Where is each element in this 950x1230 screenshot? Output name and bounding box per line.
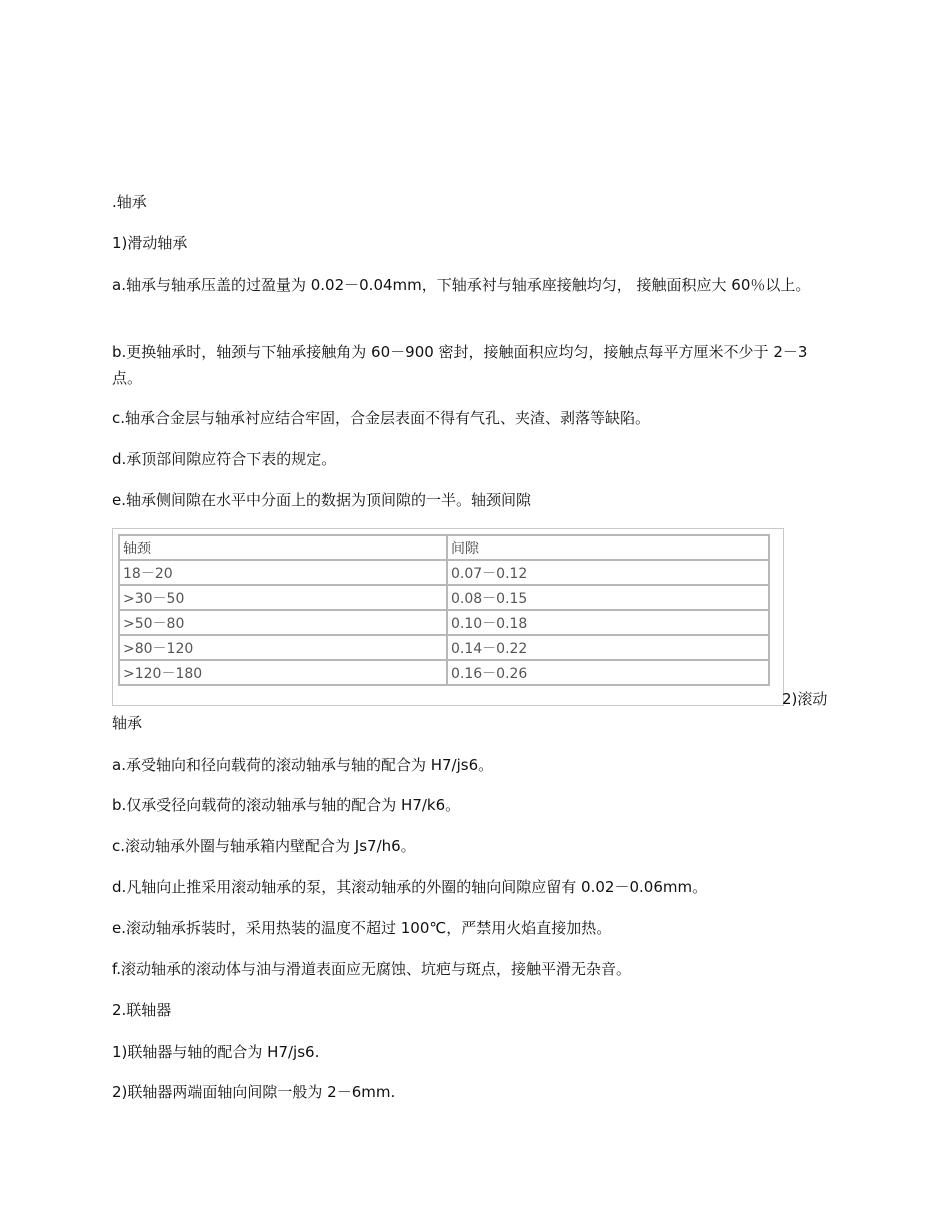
table-header-journal: 轴颈 (119, 535, 447, 560)
sliding-item-b: b.更换轴承时，轴颈与下轴承接触角为 60－900 密封，接触面积应均匀，接触点每平方厘米不少于 2－3 点。 (112, 343, 808, 387)
table-row (119, 635, 769, 660)
table-header-clearance: 间隙 (447, 535, 769, 560)
rolling-item-c: c.滚动轴承外圈与轴承箱内壁配合为 Js7/h6。 (112, 837, 416, 855)
table-cell-clearance: 0.16－0.26 (447, 660, 769, 685)
rolling-item-d: d.凡轴向止推采用滚动轴承的泵，其滚动轴承的外圈的轴向间隙应留有 0.02－0.06mm。 (112, 878, 708, 896)
table-row (119, 585, 769, 610)
rolling-item-b: b.仅承受径向载荷的滚动轴承与轴的配合为 H7/k6。 (112, 796, 461, 814)
clearance-table (118, 534, 770, 686)
table-cell-journal: >50－80 (119, 610, 447, 635)
sliding-item-e: e.轴承侧间隙在水平中分面上的数据为顶间隙的一半。轴颈间隙 (112, 491, 531, 509)
table-cell-clearance: 0.08－0.15 (447, 585, 769, 610)
table-row (119, 660, 769, 685)
coupling-item-2: 2)联轴器两端面轴向间隙一般为 2－6mm. (112, 1083, 396, 1101)
subsection-title-sliding-bearing: 1)滑动轴承 (112, 234, 188, 252)
table-header-row (119, 535, 769, 560)
clearance-table-frame (112, 528, 784, 706)
table-row (119, 610, 769, 635)
table-cell-journal: >120－180 (119, 660, 447, 685)
table-cell-journal: 18－20 (119, 560, 447, 585)
table-cell-clearance: 0.14－0.22 (447, 635, 769, 660)
sliding-item-d: d.承顶部间隙应符合下表的规定。 (112, 450, 337, 468)
table-cell-clearance: 0.07－0.12 (447, 560, 769, 585)
rolling-item-f: f.滚动轴承的滚动体与油与滑道表面应无腐蚀、坑疤与斑点，接触平滑无杂音。 (112, 960, 631, 978)
table-row (119, 560, 769, 585)
sliding-item-c: c.轴承合金层与轴承衬应结合牢固，合金层表面不得有气孔、夹渣、剥落等缺陷。 (112, 409, 651, 427)
subsection-title-rolling-bearing-part1: 2)滚动 (782, 690, 828, 708)
table-cell-journal: >80－120 (119, 635, 447, 660)
table-cell-clearance: 0.10－0.18 (447, 610, 769, 635)
table-cell-journal: >30－50 (119, 585, 447, 610)
section-title-bearing: .轴承 (112, 193, 147, 211)
sliding-item-a: a.轴承与轴承压盖的过盈量为 0.02－0.04mm，下轴承衬与轴承座接触均匀， 接触面积应大 60％以上。 (112, 276, 811, 294)
coupling-item-1: 1)联轴器与轴的配合为 H7/js6. (112, 1043, 320, 1061)
subsection-title-rolling-bearing-part2: 轴承 (112, 714, 143, 732)
section-title-coupling: 2.联轴器 (112, 1001, 172, 1019)
rolling-item-a: a.承受轴向和径向载荷的滚动轴承与轴的配合为 H7/js6。 (112, 756, 494, 774)
rolling-item-e: e.滚动轴承拆装时，采用热装的温度不超过 100℃，严禁用火焰直接加热。 (112, 919, 612, 937)
